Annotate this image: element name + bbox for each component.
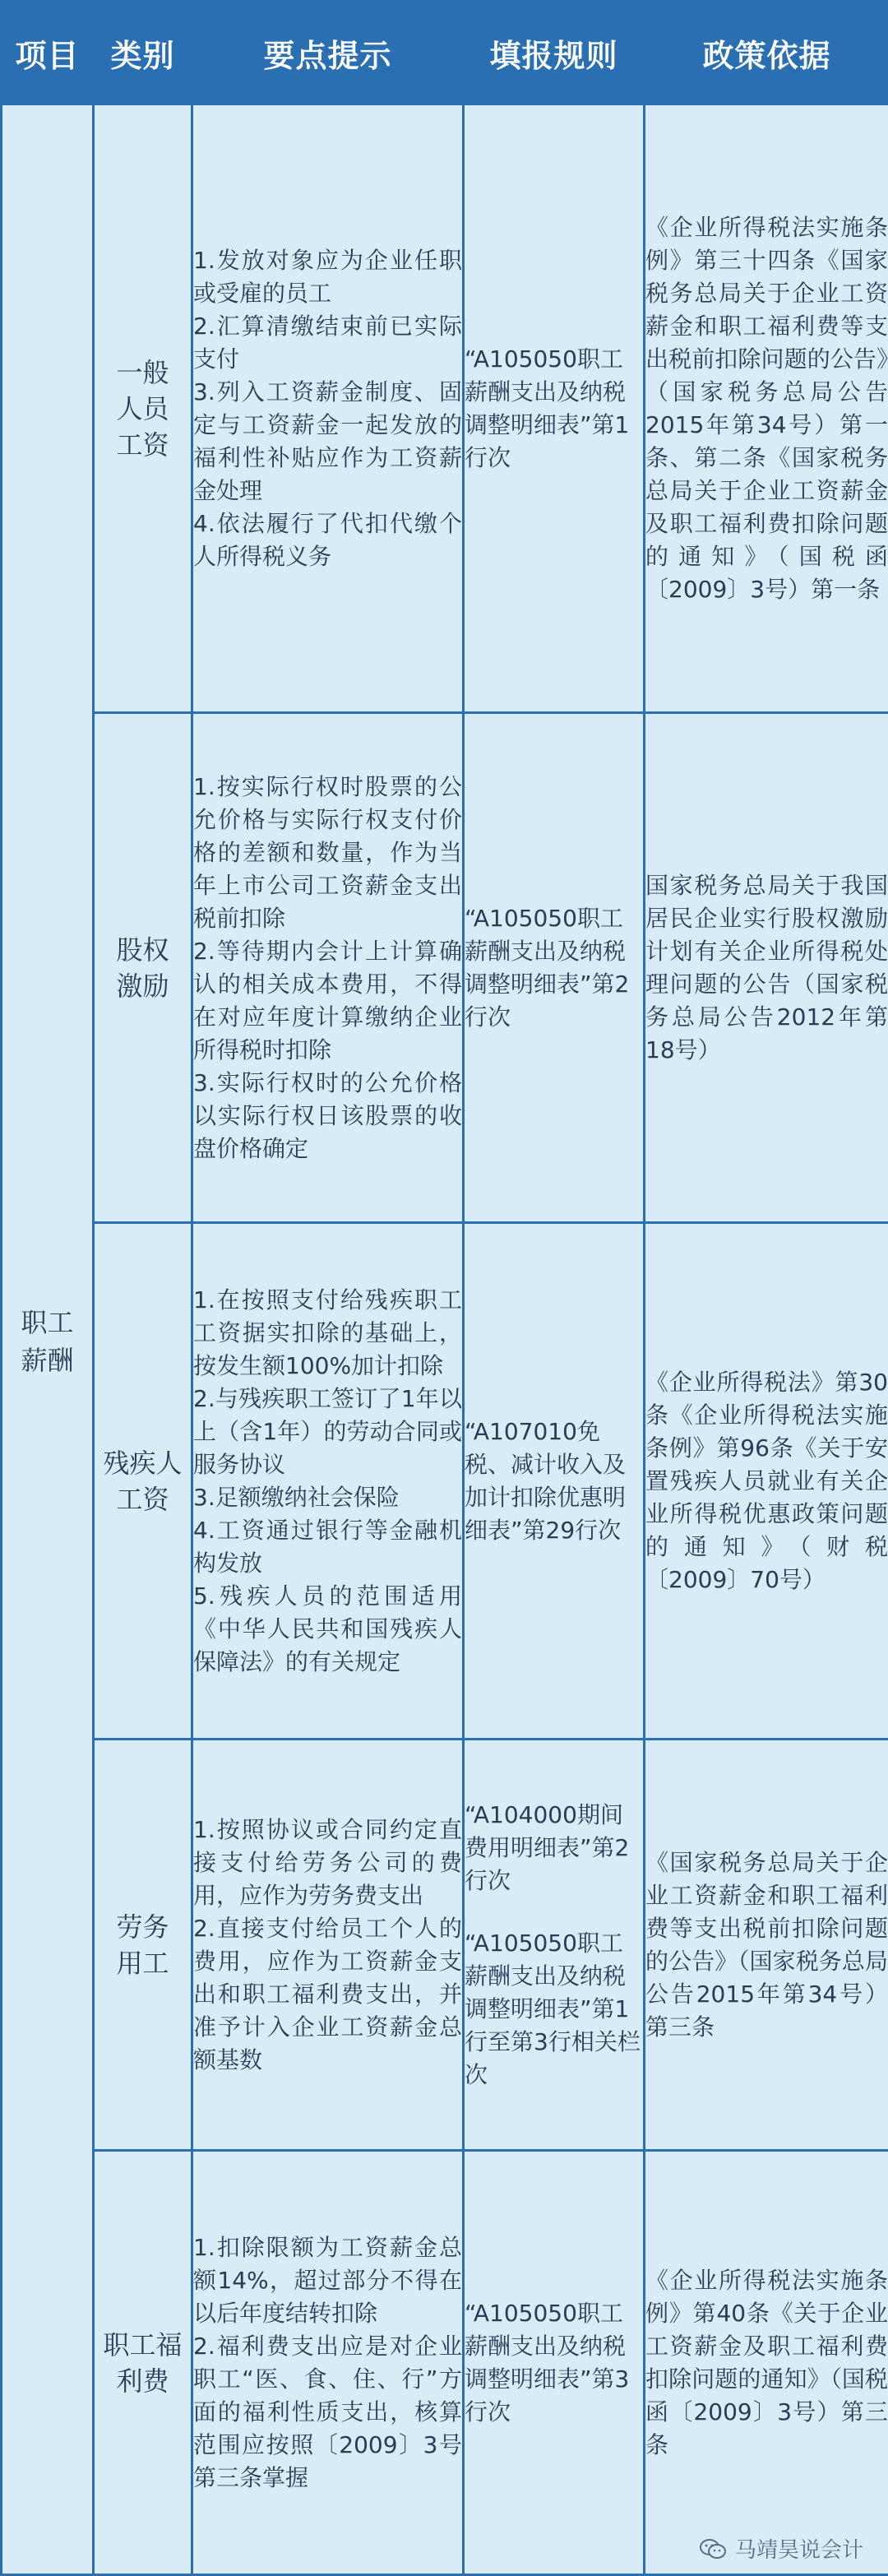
table-row (2, 1223, 888, 1740)
category-label: 职工福利费 (102, 2327, 184, 2399)
rule-spacer (465, 1897, 643, 1927)
watermark-text: 马靖昊说会计 (735, 2533, 863, 2564)
basis-cell (645, 1223, 888, 1740)
key-points-cell (192, 1223, 464, 1740)
key-point: 1.发放对象应为企业任职或受雇的员工 (193, 244, 462, 310)
item-cell (2, 104, 94, 2575)
wechat-icon (699, 2538, 727, 2560)
header-row (2, 2, 888, 104)
key-point: 3.足额缴纳社会保险 (193, 1481, 462, 1514)
basis-text: 国家税务总局关于我国居民企业实行股权激励计划有关企业所得税处理问题的公告（国家税务总局公告2012年第18号） (645, 869, 888, 1067)
table-row (2, 2151, 888, 2575)
header-category: 类别 (94, 2, 192, 104)
rule-text: “A105050职工薪酬支出及纳税调整明细表”第3行次 (465, 2297, 643, 2429)
table-row (2, 713, 888, 1223)
rules-cell (464, 104, 645, 713)
table-row (2, 1740, 888, 2151)
basis-text: 《国家税务总局关于企业工资薪金和职工福利费等支出税前扣除问题的公告》（国家税务总局公告2015年第34号）第三条 (645, 1846, 888, 2044)
key-point: 1.扣除限额为工资薪金总额14%，超过部分不得在以后年度结转扣除 (193, 2231, 462, 2330)
basis-text: 《企业所得税法》第30条《企业所得税法实施条例》第96条《关于安置残疾人员就业有关企业所得税优惠政策问题的通知》（财税〔2009〕70号） (645, 1366, 888, 1596)
category-label: 股权激励 (114, 932, 172, 1004)
basis-cell (645, 713, 888, 1223)
key-point: 1.按实际行权时股票的公允价格与实际行权支付价格的差额和数量，作为当年上市公司工资薪金支出税前扣除 (193, 771, 462, 935)
key-point: 2.等待期内会计上计算确认的相关成本费用，不得在对应年度计算缴纳企业所得税时扣除 (193, 935, 462, 1067)
category-label: 残疾人工资 (102, 1445, 184, 1517)
rule-text: “A105050职工薪酬支出及纳税调整明细表”第1行次 (465, 343, 643, 475)
key-point: 1.按照协议或合同约定直接支付给劳务公司的费用，应作为劳务费支出 (193, 1814, 462, 1912)
key-point: 4.工资通过银行等金融机构发放 (193, 1514, 462, 1580)
key-point: 2.与残疾职工签订了1年以上（含1年）的劳动合同或服务协议 (193, 1383, 462, 1481)
basis-text: 《企业所得税法实施条例》第三十四条《国家税务总局关于企业工资薪金和职工福利费等支出税前扣除问题的公告》（国家税务总局公告2015年第34号）第一条、第二条《国家税务总局关于企业工资薪金及职工福利费扣除问题的通知》（国税函〔2009〕3号）第一条 (645, 211, 888, 606)
header-item: 项目 (2, 2, 94, 104)
rule-text: “A107010免税、减计收入及加计扣除优惠明细表”第29行次 (465, 1415, 643, 1547)
category-cell (94, 1740, 192, 2151)
rule-text: “A105050职工薪酬支出及纳税调整明细表”第1行至第3行相关栏次 (465, 1927, 643, 2092)
key-points-cell (192, 1740, 464, 2151)
basis-cell (645, 1740, 888, 2151)
header-basis: 政策依据 (645, 2, 888, 104)
key-point: 4.依法履行了代扣代缴个人所得税义务 (193, 507, 462, 573)
rules-cell (464, 1223, 645, 1740)
basis-text: 《企业所得税法实施条例》第40条《关于企业工资薪金及职工福利费扣除问题的通知》（国税函〔2009〕3号）第三条 (645, 2264, 888, 2462)
rules-cell (464, 1740, 645, 2151)
key-points-cell (192, 104, 464, 713)
key-point: 2.汇算清缴结束前已实际支付 (193, 310, 462, 376)
category-label: 劳务用工 (114, 1909, 172, 1981)
item-label: 职工薪酬 (19, 1302, 76, 1378)
header-rules: 填报规则 (464, 2, 645, 104)
key-point: 1.在按照支付给残疾职工工资据实扣除的基础上，按发生额100%加计扣除 (193, 1284, 462, 1383)
basis-cell (645, 104, 888, 713)
category-cell (94, 713, 192, 1223)
category-cell (94, 104, 192, 713)
category-cell (94, 2151, 192, 2575)
key-points-cell (192, 713, 464, 1223)
header-key-points: 要点提示 (192, 2, 464, 104)
key-point: 2.福利费支出应是对企业职工“医、食、住、行”方面的福利性质支出，核算范围应按照〔2009〕3号第三条掌握 (193, 2330, 462, 2495)
key-point: 3.实际行权时的公允价格以实际行权日该股票的收盘价格确定 (193, 1067, 462, 1165)
watermark (699, 2533, 863, 2564)
key-point: 5.残疾人员的范围适用《中华人民共和国残疾人保障法》的有关规定 (193, 1580, 462, 1679)
rules-cell (464, 2151, 645, 2575)
rules-cell (464, 713, 645, 1223)
table-row (2, 104, 888, 713)
rule-text: “A104000期间费用明细表”第2行次 (465, 1799, 643, 1897)
key-point: 2.直接支付给员工个人的费用，应作为工资薪金支出和职工福利费支出，并准予计入企业工资薪金总额基数 (193, 1912, 462, 2077)
category-label: 一般人员工资 (114, 354, 172, 463)
key-points-cell (192, 2151, 464, 2575)
rule-text: “A105050职工薪酬支出及纳税调整明细表”第2行次 (465, 902, 643, 1034)
key-point: 3.列入工资薪金制度、固定与工资薪金一起发放的福利性补贴应作为工资薪金处理 (193, 376, 462, 507)
category-cell (94, 1223, 192, 1740)
basis-cell (645, 2151, 888, 2575)
